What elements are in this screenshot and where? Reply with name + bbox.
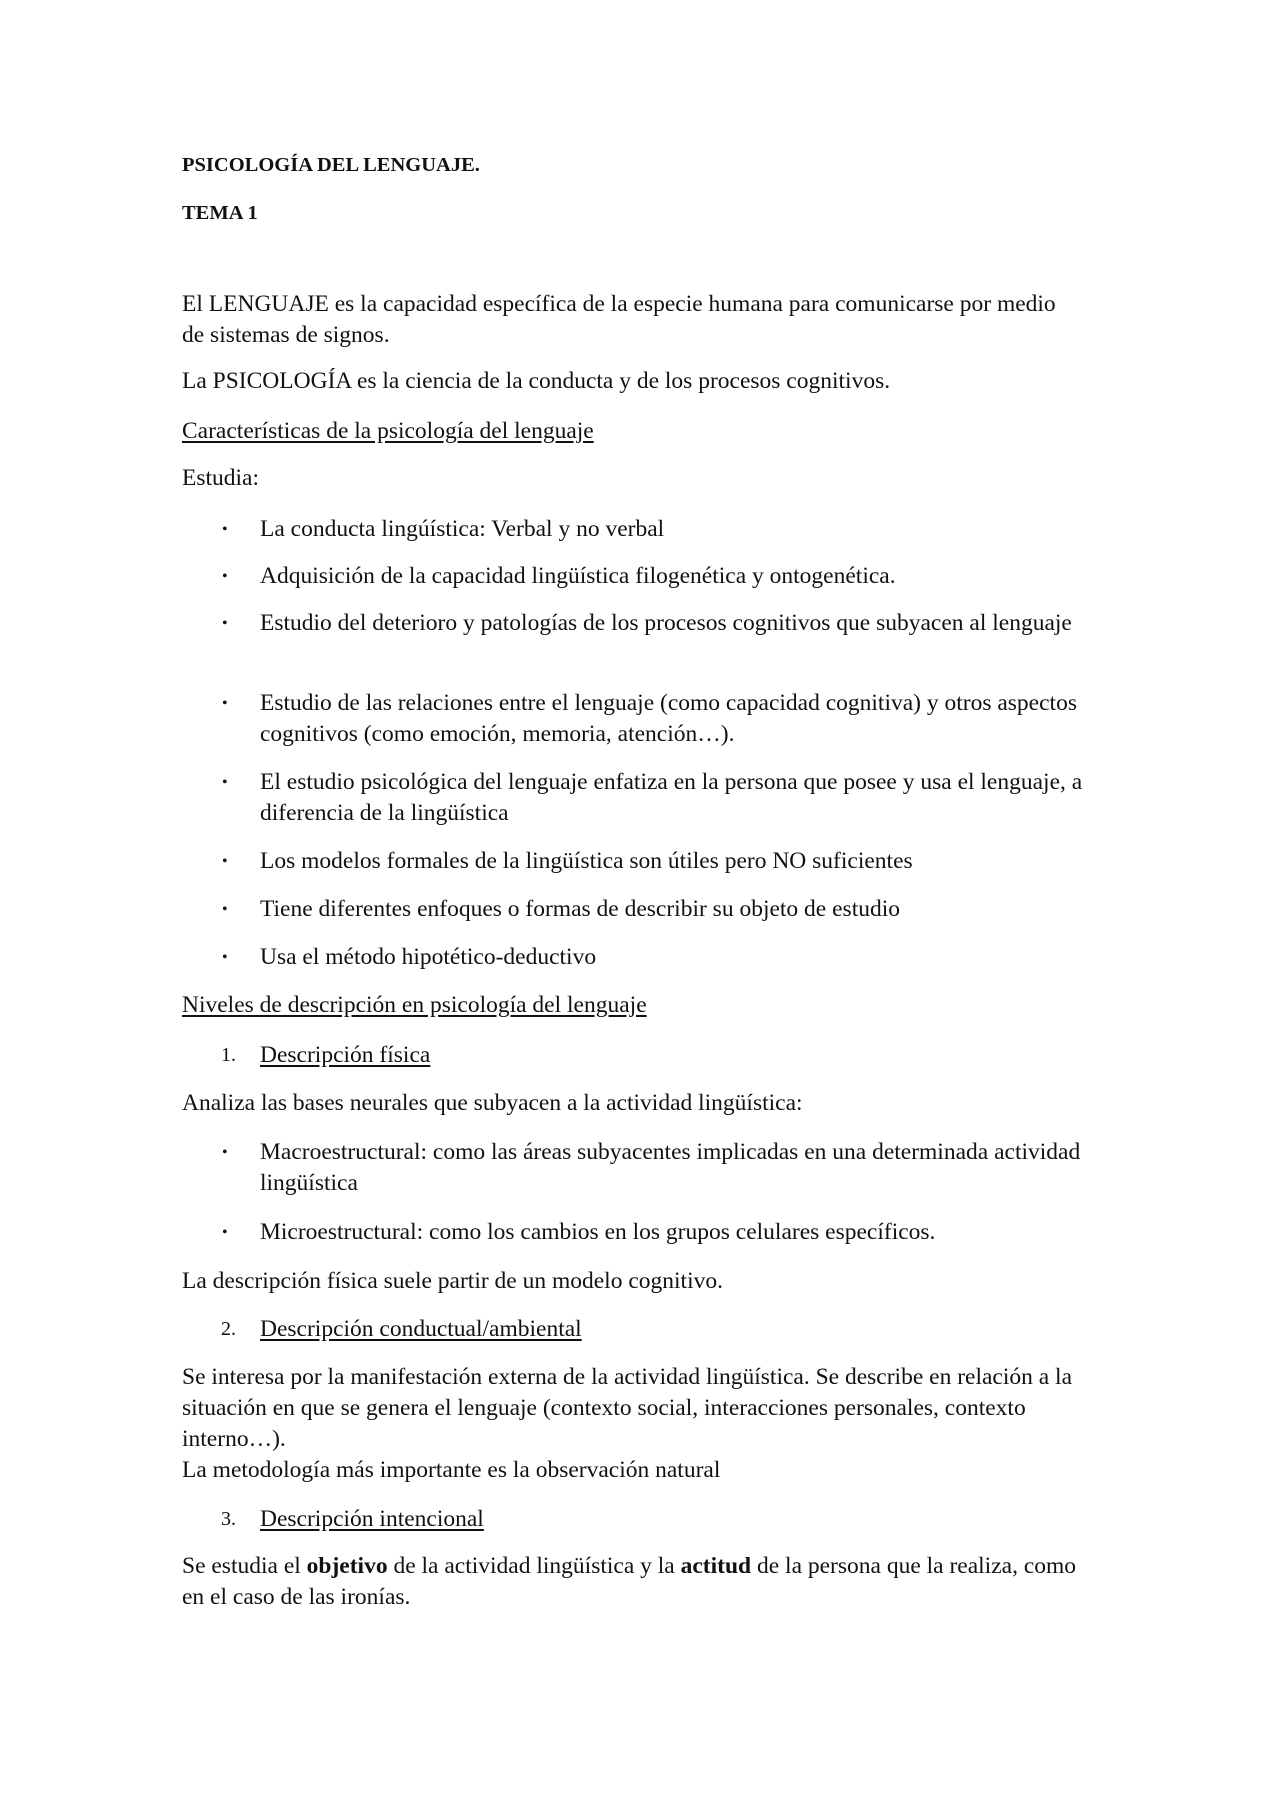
- list-item: Adquisición de la capacidad lingüística filogenética y ontogenética.: [260, 563, 896, 589]
- section-heading: [182, 990, 1082, 1021]
- subsection-title: [260, 1504, 1090, 1535]
- subsection-title-text: Descripción conductual/ambiental: [260, 1316, 582, 1342]
- section-heading-text: Niveles de descripción en psicología del lenguaje: [182, 992, 647, 1018]
- bullet-icon: •: [222, 774, 228, 791]
- list-number: 1.: [221, 1044, 236, 1066]
- bullet-icon: •: [222, 901, 228, 918]
- text-segment: de la persona que la realiza, como en el caso de las ironías.: [182, 1553, 1077, 1610]
- bold-term: objetivo: [306, 1553, 388, 1579]
- list-item: Los modelos formales de la lingüística son útiles pero NO suficientes: [260, 848, 913, 874]
- subsection-title: [260, 1040, 1090, 1071]
- section-heading-text: Características de la psicología del lenguaje: [182, 418, 594, 444]
- bullet-icon: •: [222, 1224, 228, 1241]
- intro-paragraph: La PSICOLOGÍA es la ciencia de la conducta y de los procesos cognitivos.: [182, 368, 891, 394]
- list-item: Usa el método hipotético-deductivo: [260, 944, 597, 970]
- subsection-title: [260, 1314, 1090, 1345]
- text-segment: de la actividad lingüística y la: [393, 1553, 675, 1579]
- list-item: Estudio de las relaciones entre el lenguaje (como capacidad cognitiva) y otros aspectos cognitivos (como emoción, memoria, atención…).: [260, 690, 1077, 747]
- document-subtitle: TEMA 1: [182, 202, 258, 224]
- list-number: 2.: [221, 1318, 236, 1340]
- paragraph: La descripción física suele partir de un modelo cognitivo.: [182, 1268, 723, 1294]
- bullet-icon: •: [222, 521, 228, 538]
- document-title: PSICOLOGÍA DEL LENGUAJE.: [182, 154, 480, 176]
- subsection-title-text: Descripción física: [260, 1042, 431, 1068]
- bullet-icon: •: [222, 615, 228, 632]
- list-item: Macroestructural: como las áreas subyacentes implicadas en una determinada actividad lingüística: [260, 1139, 1081, 1196]
- paragraph: [182, 1551, 1082, 1613]
- bullet-icon: •: [222, 695, 228, 712]
- subsection-title-text: Descripción intencional: [260, 1506, 484, 1532]
- list-item: Estudio del deterioro y patologías de los procesos cognitivos que subyacen al lenguaje: [260, 610, 1072, 636]
- bullet-icon: •: [222, 568, 228, 585]
- section-heading: [182, 416, 1082, 447]
- bullet-icon: •: [222, 1144, 228, 1161]
- list-item: Microestructural: como los cambios en los grupos celulares específicos.: [260, 1219, 936, 1245]
- list-item: La conducta lingúística: Verbal y no verbal: [260, 516, 665, 542]
- bullet-icon: •: [222, 949, 228, 966]
- list-item: Tiene diferentes enfoques o formas de describir su objeto de estudio: [260, 896, 900, 922]
- text-segment: Se estudia el: [182, 1553, 301, 1579]
- paragraph: Se interesa por la manifestación externa de la actividad lingüística. Se describe en relación a la situación en que se genera el lenguaje (contexto social, interacciones personales, contexto interno…).: [182, 1364, 1073, 1452]
- section-lead: Estudia:: [182, 465, 260, 491]
- paragraph: Analiza las bases neurales que subyacen a la actividad lingüística:: [182, 1090, 803, 1116]
- list-number: 3.: [221, 1508, 236, 1530]
- bullet-icon: •: [222, 853, 228, 870]
- paragraph: La metodología más importante es la observación natural: [182, 1457, 721, 1483]
- intro-paragraph: El LENGUAJE es la capacidad específica de la especie humana para comunicarse por medio de sistemas de signos.: [182, 291, 1056, 348]
- list-item: El estudio psicológica del lenguaje enfatiza en la persona que posee y usa el lenguaje, a diferencia de la lingüística: [260, 769, 1083, 826]
- bold-term: actitud: [680, 1553, 752, 1579]
